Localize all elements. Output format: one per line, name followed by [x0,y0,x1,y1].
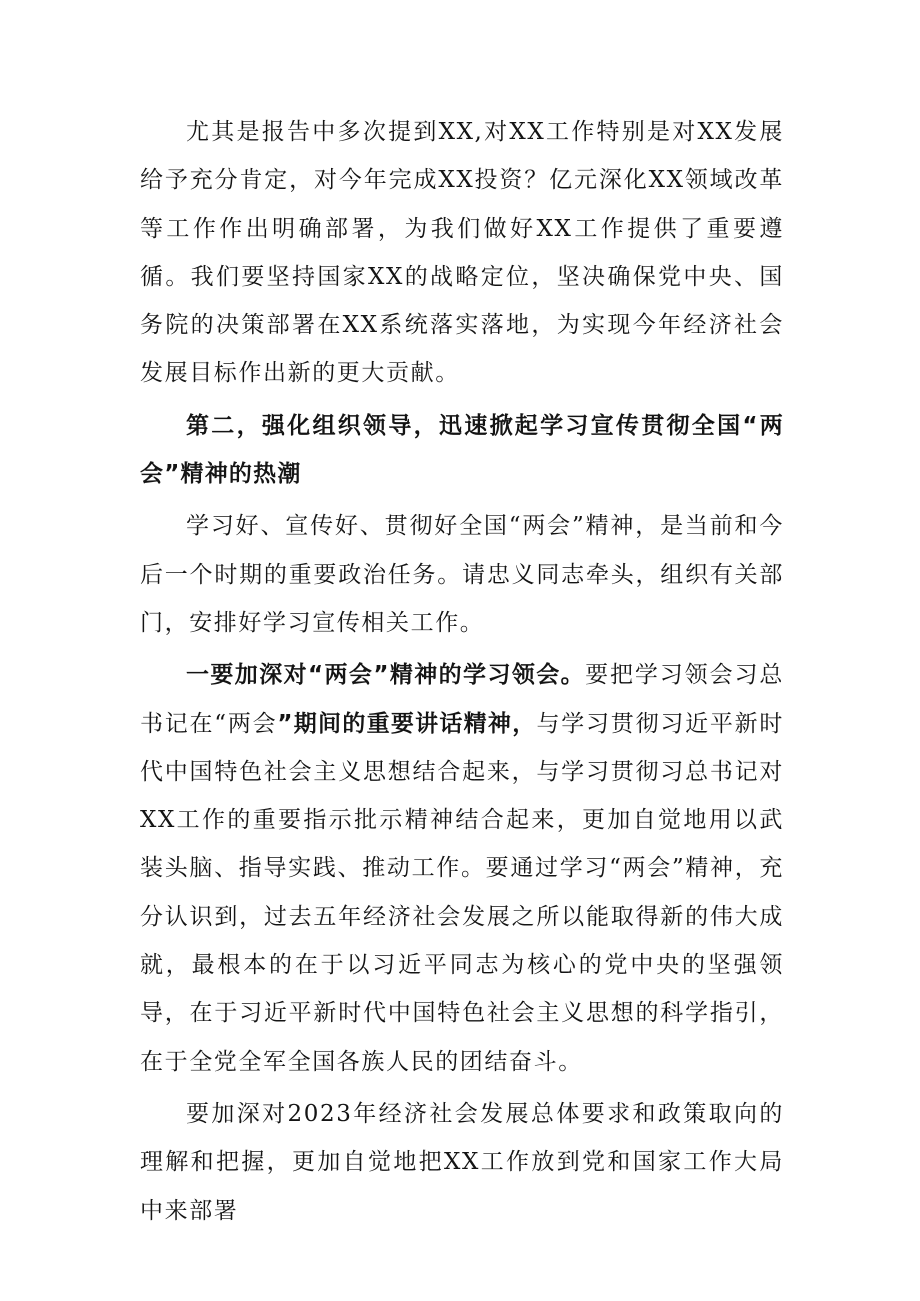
emphasis-mid: ”期间的重要讲话精神， [277,710,537,737]
emphasis-lead: 一要加深对“两会”精神的学习领会。 [186,662,586,689]
text-segment: 要把学习领会习总书记在“两会 [140,662,784,737]
section-heading-organization: 第二，强化组织领导，迅速掀起学习宣传贯彻全国“两会”精神的热潮 [140,412,784,488]
text-segment: 与学习贯彻习近平新时代中国特色社会主义思想结合起来，与学习贯彻习总书记对XX工作的重要指示批示精神结合起来，更加自觉地用以武装头脑、指导实践、推动工作。要通过学习“两会”精神，充分认识到，过去五年经济社会发展之所以能取得新的伟大成就，最根本的在于以习近平同志为核心的党中央的坚强领导，在于习近平新时代中国特色社会主义思想的科学指引，在于全党全军全国各族人民的团结奋斗。 [140,710,785,1075]
paragraph-investment: 尤其是报告中多次提到XX,对XX工作特别是对XX发展给予充分肯定，对今年完成XX投资？亿元深化XX领域改革等工作作出明确部署，为我们做好XX工作提供了重要遵循。我们要坚持国家XX的战略定位，坚决确保党中央、国务院的决策部署在XX系统落实落地，为实现今年经济社会发展目标作出新的更大贡献。 [140,119,784,387]
paragraph-study-task: 学习好、宣传好、贯彻好全国“两会”精神，是当前和今后一个时期的重要政治任务。请忠义同志牵头，组织有关部门，安排好学习宣传相关工作。 [140,513,784,636]
paragraph-2023-requirements: 要加深对2023年经济社会发展总体要求和政策取向的理解和把握，更加自觉地把XX工作放到党和国家工作大局中来部署 [140,1100,784,1224]
document-body [140,108,784,1235]
paragraph-deepen-understanding [140,651,784,1086]
